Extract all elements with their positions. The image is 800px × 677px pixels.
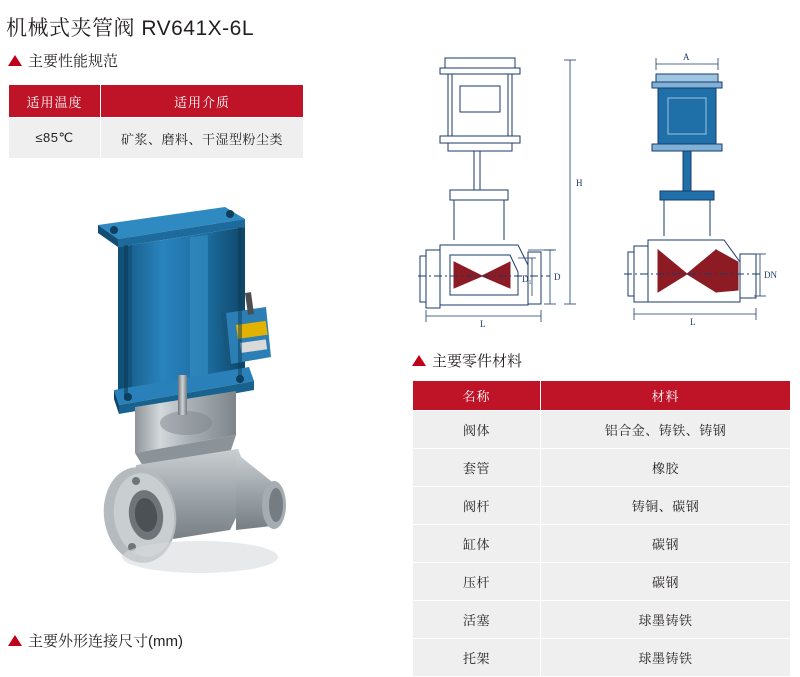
table-row xyxy=(413,411,791,449)
valve-illustration xyxy=(40,185,370,605)
table-row xyxy=(413,639,791,677)
dim-label-D1: D₁ xyxy=(522,274,532,284)
section-heading-performance xyxy=(8,50,118,71)
table-header-row xyxy=(413,381,791,411)
column-header-medium: 适用介质 xyxy=(101,85,304,118)
right-outlet xyxy=(236,453,286,530)
section-heading-parts-label: 主要零件材料 xyxy=(432,353,523,370)
column-header-temperature: 适用温度 xyxy=(9,85,101,118)
column-header-name: 名称 xyxy=(413,381,541,411)
triangle-bullet-icon xyxy=(412,355,426,366)
column-header-material: 材料 xyxy=(541,381,791,411)
triangle-bullet-icon xyxy=(8,635,22,646)
cell-medium-value: 矿浆、磨料、干湿型粉尘类 xyxy=(101,118,304,159)
cell-part-name: 套管 xyxy=(413,449,541,487)
dim-label-D: D xyxy=(554,272,561,282)
section-heading-performance-label: 主要性能规范 xyxy=(28,53,119,70)
cell-part-name: 活塞 xyxy=(413,601,541,639)
dim-label-L: L xyxy=(690,317,696,327)
cell-part-material: 球墨铸铁 xyxy=(541,601,791,639)
cell-part-material: 碳钢 xyxy=(541,525,791,563)
cell-part-name: 托架 xyxy=(413,639,541,677)
drawing-front-svg xyxy=(410,40,600,330)
table-row xyxy=(9,118,304,159)
cell-part-name: 缸体 xyxy=(413,525,541,563)
valve-body xyxy=(98,449,286,573)
section-heading-dimensions xyxy=(8,630,183,651)
table-row xyxy=(413,563,791,601)
valve-stem xyxy=(178,375,187,415)
table-header-row xyxy=(9,85,304,118)
technical-drawing-front-view xyxy=(410,40,600,330)
cell-temperature-value: ≤85℃ xyxy=(9,118,101,159)
page-title: 机械式夹管阀 RV641X-6L xyxy=(6,17,255,40)
performance-table xyxy=(8,84,304,159)
drawing-section-svg xyxy=(608,40,793,330)
cell-part-material: 碳钢 xyxy=(541,563,791,601)
cell-part-name: 压杆 xyxy=(413,563,541,601)
cell-part-material: 铸铜、碳钢 xyxy=(541,487,791,525)
table-row xyxy=(413,487,791,525)
table-row xyxy=(413,601,791,639)
dim-label-DN: DN xyxy=(764,270,777,280)
product-photo xyxy=(40,185,370,605)
dim-label-A: A xyxy=(683,52,690,62)
technical-drawing-section-view xyxy=(608,40,793,330)
triangle-bullet-icon xyxy=(8,55,22,66)
cell-part-name: 阀杆 xyxy=(413,487,541,525)
section-heading-parts xyxy=(412,350,522,371)
cell-part-material: 球墨铸铁 xyxy=(541,639,791,677)
section-heading-dimensions-label: 主要外形连接尺寸(mm) xyxy=(28,633,183,650)
table-row xyxy=(413,449,791,487)
dim-label-L: L xyxy=(480,319,486,329)
cell-part-material: 橡胶 xyxy=(541,449,791,487)
dim-label-H: H xyxy=(576,178,583,188)
parts-material-table xyxy=(412,380,791,677)
cell-part-name: 阀体 xyxy=(413,411,541,449)
cell-part-material: 铝合金、铸铁、铸钢 xyxy=(541,411,791,449)
table-row xyxy=(413,525,791,563)
